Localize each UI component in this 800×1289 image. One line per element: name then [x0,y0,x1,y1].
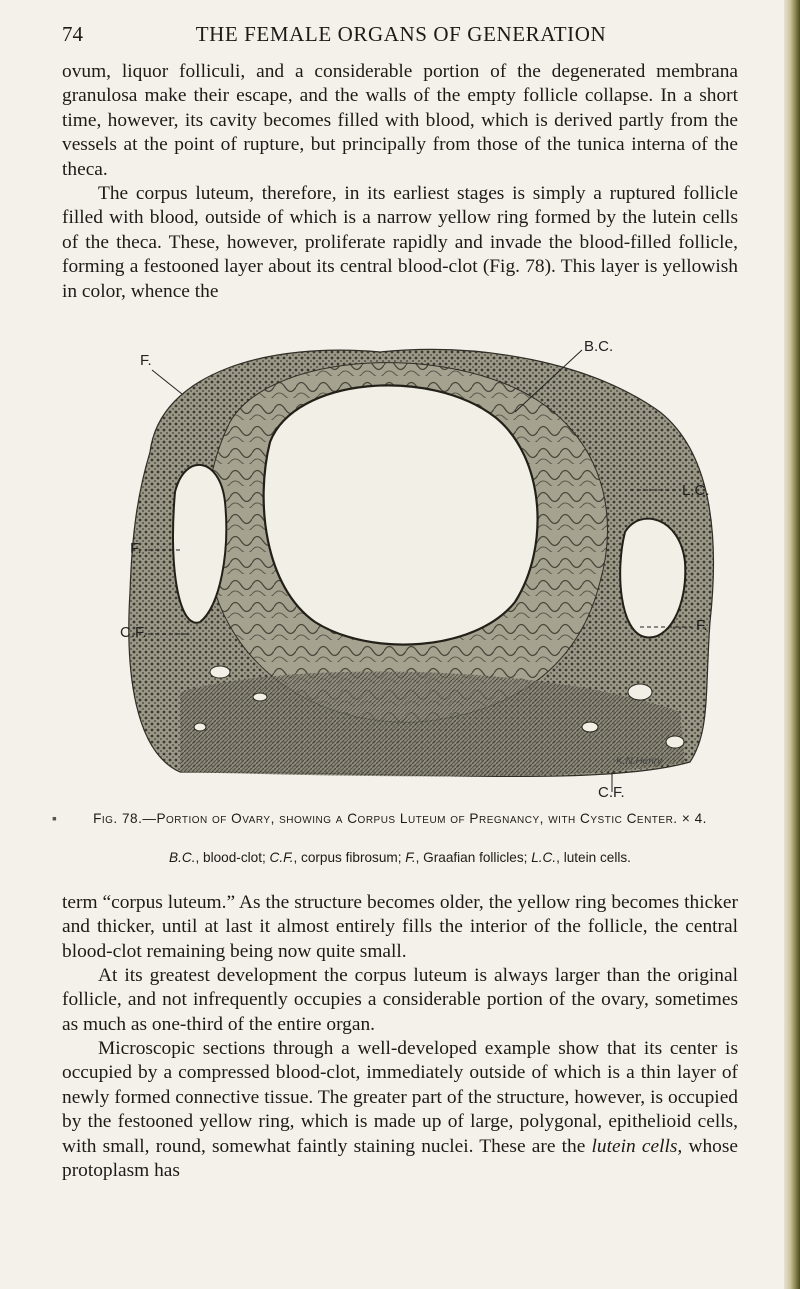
paragraph-4: At its greatest development the corpus luteum is always larger than the original follicle, and not infrequently occupies a considerable portion of the ovary, sometimes as much as one-third of the entire organ. [62,965,738,1035]
running-head: THE FEMALE ORGANS OF GENERATION [195,22,607,46]
page-header [62,22,740,52]
legend-cf-text: , corpus fibrosum; [293,850,406,865]
margin-mark: ▪ [52,812,57,827]
figure-legend [62,850,738,865]
paragraph-5-italic: lutein cells, [591,1135,683,1157]
label-f-right: F. [696,617,708,634]
legend-bc: B.C. [169,850,196,865]
label-cf-bottom: C.F. [598,784,625,801]
legend-f-text: , Graafian follicles; [415,850,532,865]
paragraph-5-start: Microscopic sections through a well-developed example show that its center is occupied by a compressed blood-clot, immediately outside of which is a thin layer of newly formed connective tissue. The greater part of the structure, however, is occupied by the festooned yellow ring, which is made up of large, polygonal, epithelioid cells, with small, round, somewhat faintly staining nuclei. These are the [62,1038,738,1157]
paragraph-3: term “corpus luteum.” As the structure becomes older, the yellow ring becomes thicker and thicker, until at last it almost entirely fills the interior of the follicle, the central blood-clot remaining being now quite small. [62,892,738,962]
page-edge [784,0,800,1289]
legend-lc: L.C. [531,850,557,865]
legend-cf: C.F. [269,850,294,865]
paragraph-2: The corpus luteum, therefore, in its earliest stages is simply a ruptured follicle filled with blood, outside of which is a narrow yellow ring formed by the lutein cells of the theca. These, however, proliferate rapidly and invade the blood-filled follicle, forming a festooned layer about its central blood-clot (Fig. 78). This layer is yellowish in color, whence the [62,183,738,302]
caption-title: Fig. 78.—Portion of Ovary, showing a Corpus Luteum of Pregnancy, with Cystic Center. × 4. [93,811,707,826]
page-number: 74 [62,22,83,46]
label-lc: L.C. [682,482,710,499]
label-cf-left: C.F. [120,624,147,641]
central-cavity [264,385,538,644]
label-f-left: F. [130,540,142,557]
artist-signature: K.N.Henry [616,756,663,767]
paragraph-1: ovum, liquor folliculi, and a considerable portion of the degenerated membrana granulosa make their escape, and the walls of the empty follicle collapse. In a short time, however, its cavity becomes filled with blood, which is derived partly from the vessels at the point of rupture, but principally from those of the tunica interna of the theca. [62,61,738,180]
label-bc: B.C. [584,338,614,355]
paragraph-5 [62,1037,738,1183]
figure-78-illustration [120,332,730,802]
label-f-top-left: F. [140,352,152,369]
paragraph-5-end: whose protoplasm has [62,1135,738,1182]
legend-lc-text: , lutein cells. [556,850,631,865]
figure-caption [62,809,738,829]
ovary-section-drawing [120,332,730,802]
legend-f: F. [405,850,416,865]
legend-bc-text: , blood-clot; [195,850,270,865]
